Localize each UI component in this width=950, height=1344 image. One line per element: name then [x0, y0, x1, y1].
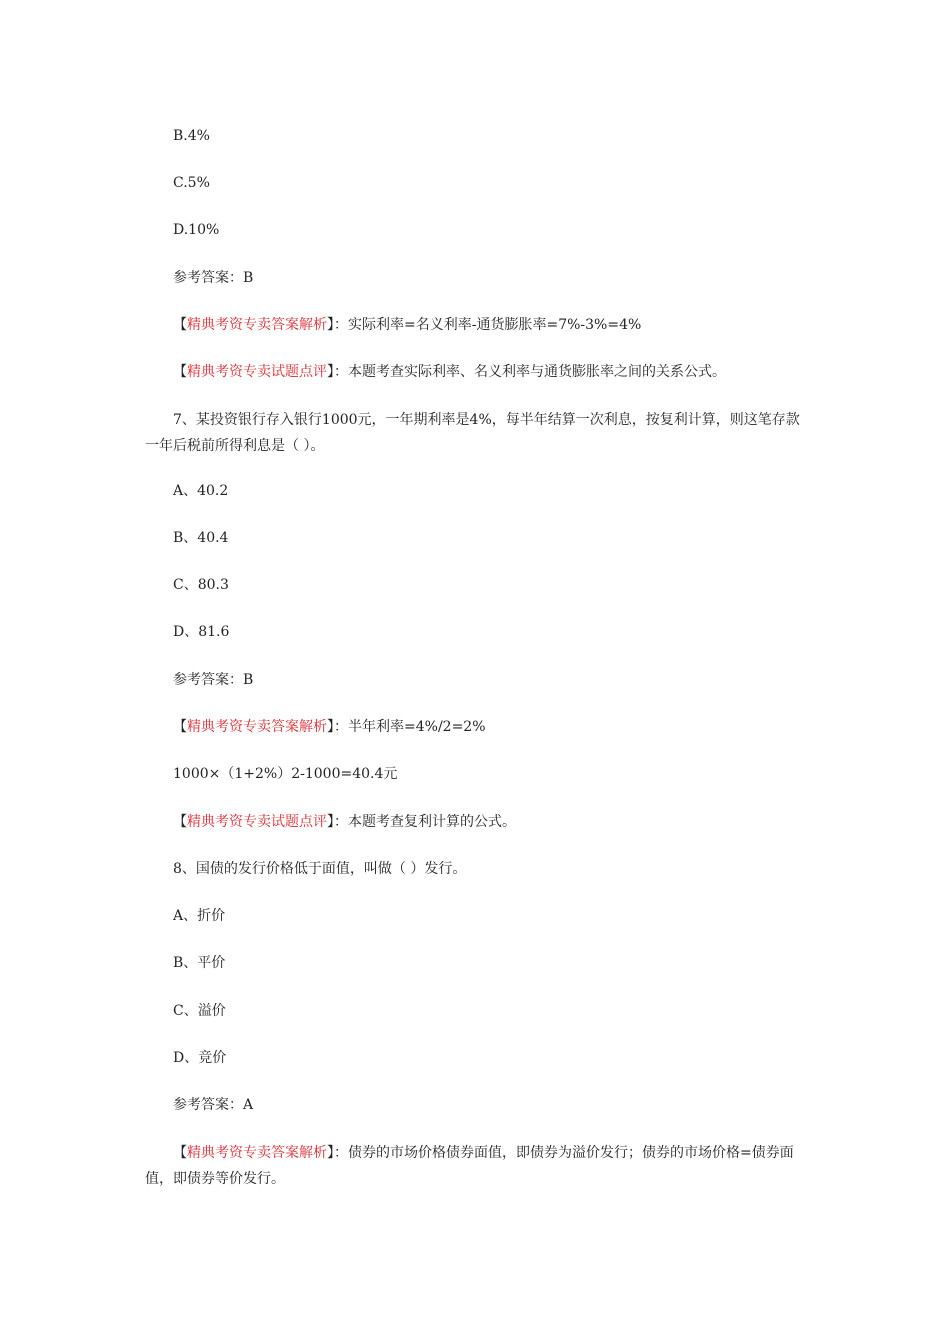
analysis-label: 精典考资专卖答案解析: [187, 719, 327, 735]
q6-option-c: C.5%: [173, 175, 210, 191]
q7-analysis: [173, 717, 486, 737]
bracket-close: 】: [327, 364, 334, 380]
review-label: 精典考资专卖试题点评: [187, 814, 327, 830]
q8-option-c: C、溢价: [173, 1003, 226, 1019]
q8-option-d: D、竞价: [173, 1050, 227, 1066]
bracket-close: 】: [327, 1145, 334, 1161]
analysis-label: 精典考资专卖答案解析: [187, 1145, 327, 1161]
q6-answer: 参考答案：B: [173, 270, 254, 286]
q7-option-d: D、81.6: [173, 624, 230, 640]
bracket-close: 】: [327, 719, 334, 735]
bracket-close: 】: [327, 317, 334, 333]
q7-option-a: A、40.2: [173, 483, 229, 499]
bracket-open: 【: [173, 1145, 187, 1161]
review-text: ：本题考查复利计算的公式。: [334, 814, 516, 830]
q6-analysis: [173, 315, 641, 335]
q8-option-b: B、平价: [173, 955, 226, 971]
analysis-text: ：实际利率=名义利率-通货膨胀率=7%-3%=4%: [334, 317, 642, 333]
analysis-text: ：债券的市场价格债券面值，即债券为溢价发行；债券的市场价格=债券面值，即债券等价发行。: [145, 1145, 794, 1187]
q7-formula: 1000×（1+2%）2-1000=40.4元: [173, 766, 398, 782]
q6-option-d: D.10%: [173, 222, 220, 238]
bracket-open: 【: [173, 317, 187, 333]
review-label: 精典考资专卖试题点评: [187, 364, 327, 380]
analysis-label: 精典考资专卖答案解析: [187, 317, 327, 333]
analysis-text: ：半年利率=4%/2=2%: [334, 719, 486, 735]
q7-answer: 参考答案：B: [173, 672, 254, 688]
q8-analysis: [145, 1140, 810, 1192]
bracket-open: 【: [173, 364, 187, 380]
bracket-open: 【: [173, 719, 187, 735]
q8-question: 8、国债的发行价格低于面值，叫做（ ）发行。: [173, 861, 467, 877]
q6-review: [173, 362, 726, 382]
q7-question: [145, 407, 810, 459]
q8-option-a: A、折价: [173, 908, 226, 924]
bracket-close: 】: [327, 814, 334, 830]
bracket-open: 【: [173, 814, 187, 830]
review-text: ：本题考查实际利率、名义利率与通货膨胀率之间的关系公式。: [334, 364, 726, 380]
q7-option-b: B、40.4: [173, 530, 229, 546]
q7-option-c: C、80.3: [173, 577, 229, 593]
q6-option-b: B.4%: [173, 128, 210, 144]
q8-answer: 参考答案：A: [173, 1097, 254, 1113]
q7-question-text: 7、某投资银行存入银行1000元，一年期利率是4%，每半年结算一次利息，按复利计算，则这笔存款一年后税前所得利息是（ ）。: [145, 412, 800, 454]
q7-review: [173, 812, 516, 832]
